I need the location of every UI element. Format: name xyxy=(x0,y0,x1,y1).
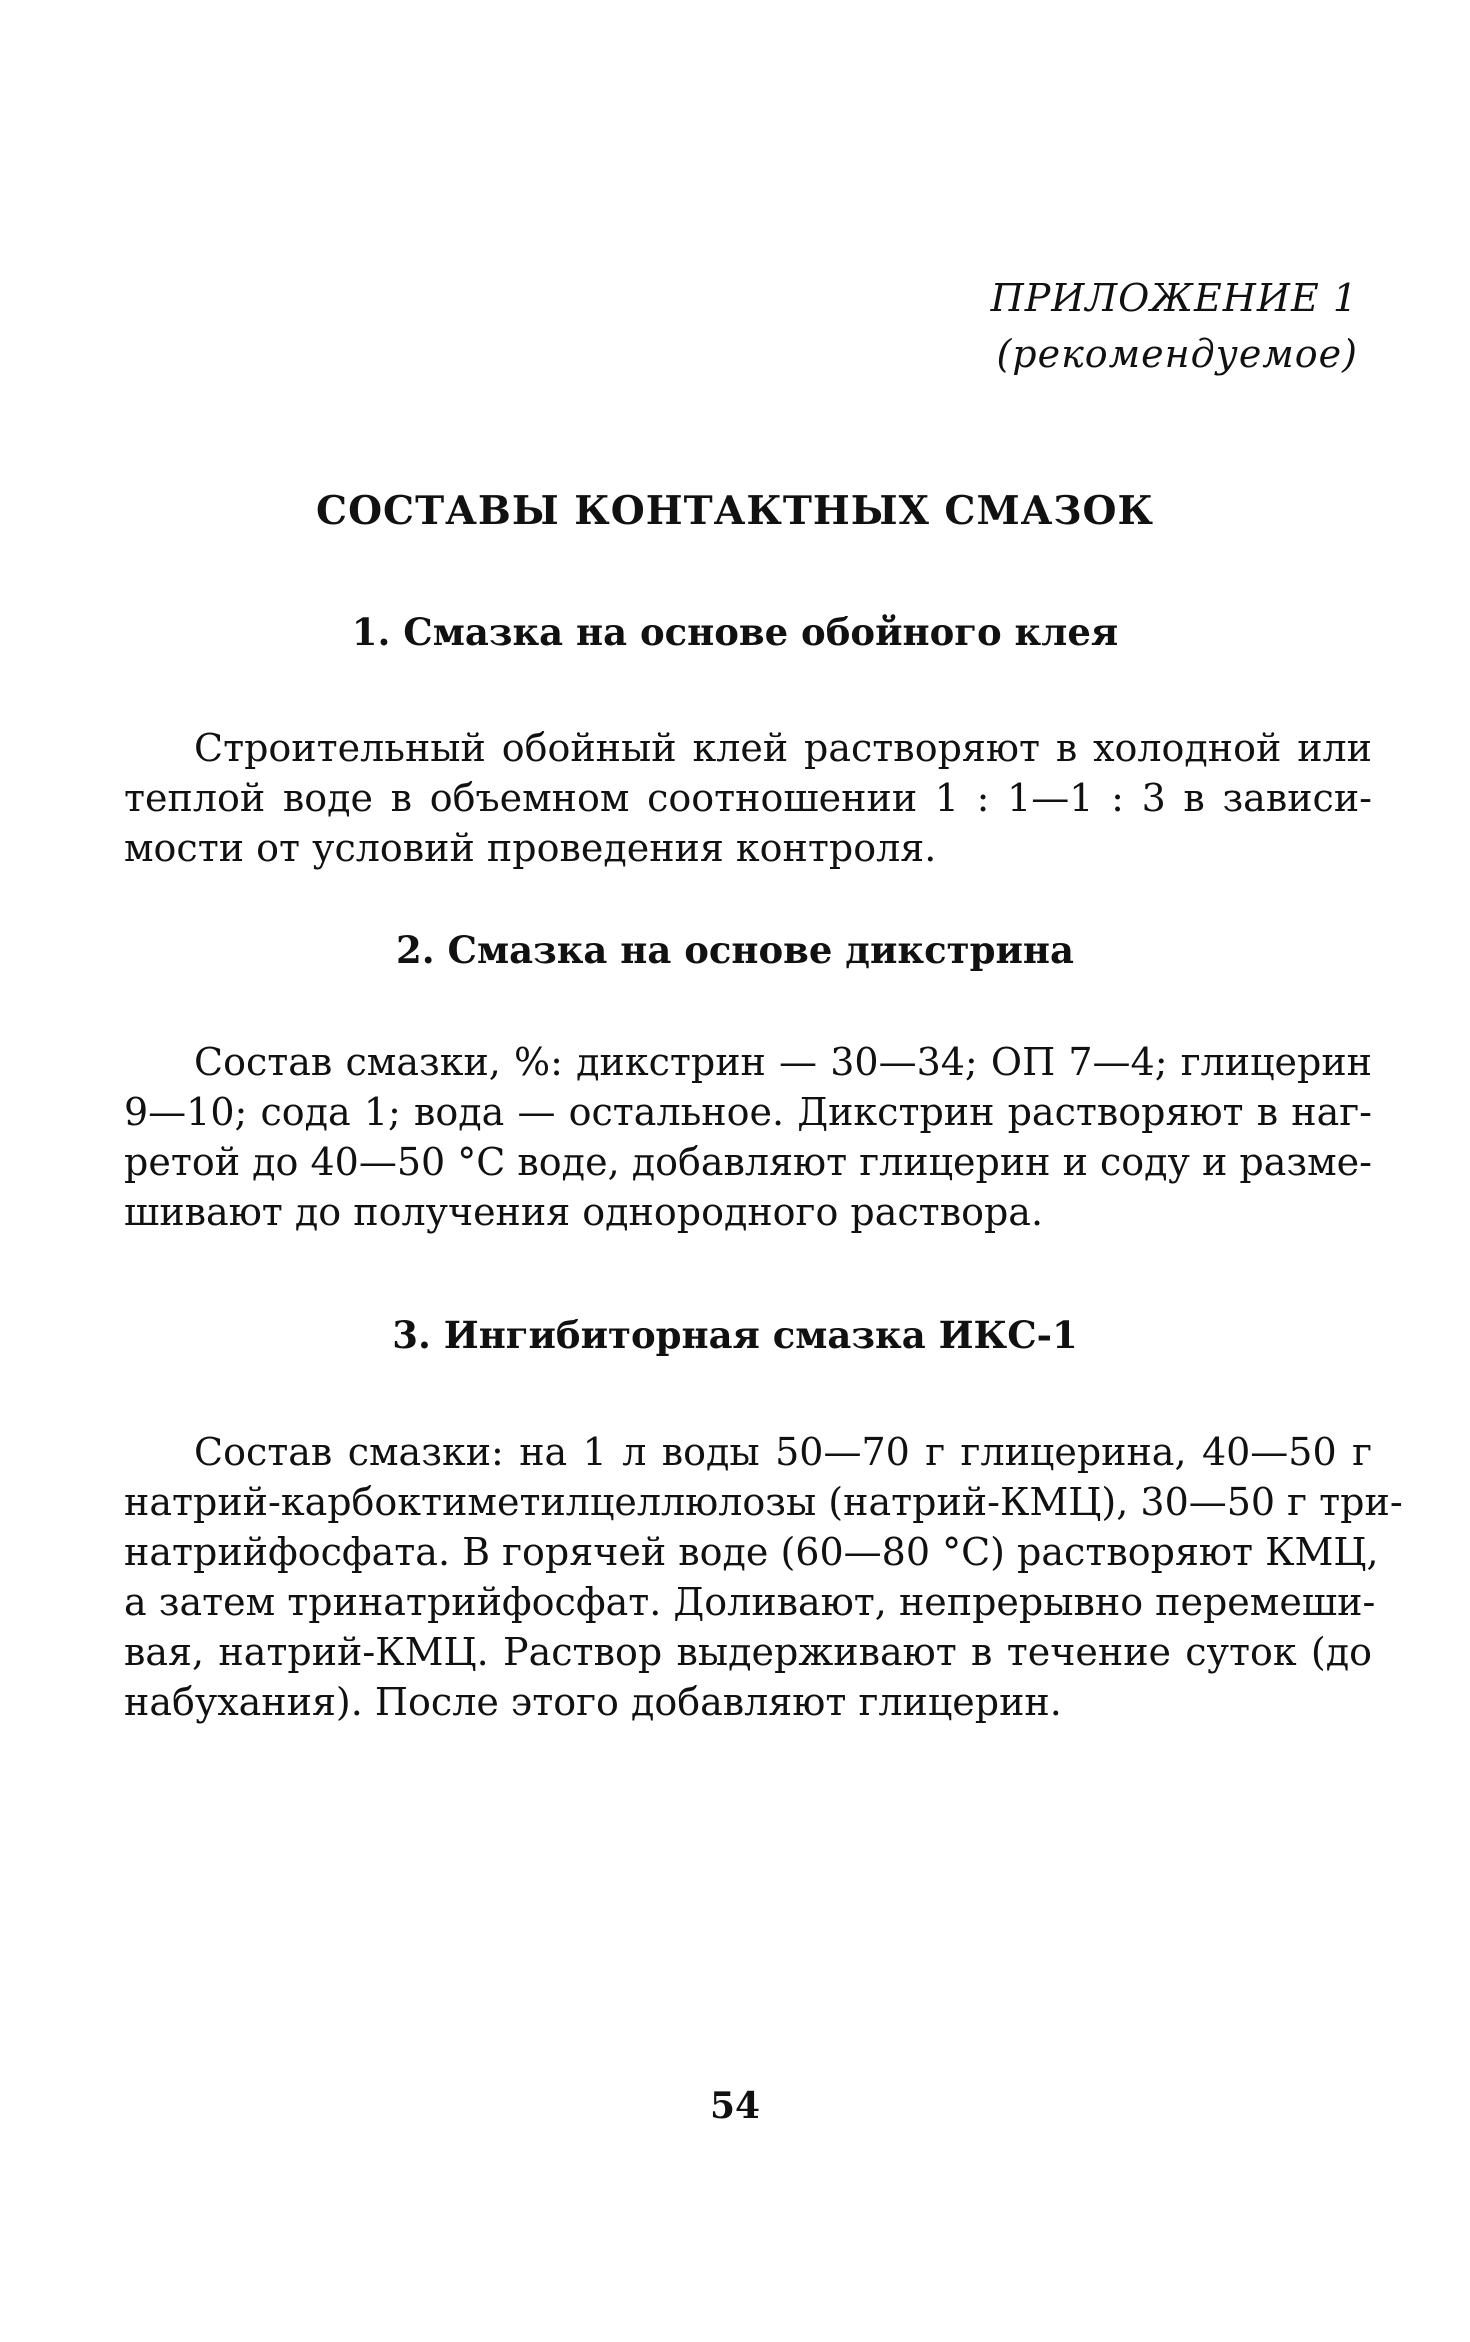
paragraph-line: набухания). После этого добавляют глицерин. xyxy=(124,1680,1062,1724)
section-paragraph-2 xyxy=(124,1037,1372,1237)
section-paragraph-1 xyxy=(124,723,1372,873)
section-heading-3: 3. Ингибиторная смазка ИКС-1 xyxy=(392,1313,1078,1357)
paragraph-line: а затем тринатрийфосфат. Доливают, непрерывно перемеши- xyxy=(124,1580,1376,1624)
paragraph-line: шивают до получения однородного раствора. xyxy=(124,1190,1044,1234)
paragraph-line: мости от условий проведения контроля. xyxy=(124,826,937,870)
appendix-block xyxy=(991,270,1358,382)
appendix-note: (рекомендуемое) xyxy=(996,332,1358,376)
paragraph-line: натрийфосфата. В горячей воде (60—80 °С) растворяют КМЦ, xyxy=(124,1530,1379,1574)
paragraph-line: теплой воде в объемном соотношении 1 : 1—1 : 3 в зависи- xyxy=(124,776,1372,820)
paragraph-line: Состав смазки, %: дикстрин — 30—34; ОП 7—4; глицерин xyxy=(194,1040,1372,1084)
page-number: 54 xyxy=(709,2085,761,2127)
section-paragraph-3 xyxy=(124,1427,1403,1727)
appendix-label: ПРИЛОЖЕНИЕ 1 xyxy=(990,276,1358,320)
section-heading-1: 1. Смазка на основе обойного клея xyxy=(351,610,1119,654)
paragraph-line: ретой до 40—50 °С воде, добавляют глицерин и соду и разме- xyxy=(124,1140,1372,1184)
document-title: СОСТАВЫ КОНТАКТНЫХ СМАЗОК xyxy=(316,488,1154,534)
paragraph-line: вая, натрий-КМЦ. Раствор выдерживают в течение суток (до xyxy=(124,1630,1372,1674)
section-heading-2: 2. Смазка на основе дикстрина xyxy=(396,928,1074,972)
paragraph-line: натрий-карбоктиметилцеллюлозы (натрий-КМЦ), 30—50 г три- xyxy=(124,1480,1403,1524)
paragraph-line: Строительный обойный клей растворяют в холодной или xyxy=(194,726,1372,770)
paragraph-line: 9—10; сода 1; вода — остальное. Дикстрин растворяют в наг- xyxy=(124,1090,1372,1134)
paragraph-line: Состав смазки: на 1 л воды 50—70 г глицерина, 40—50 г xyxy=(194,1430,1372,1474)
